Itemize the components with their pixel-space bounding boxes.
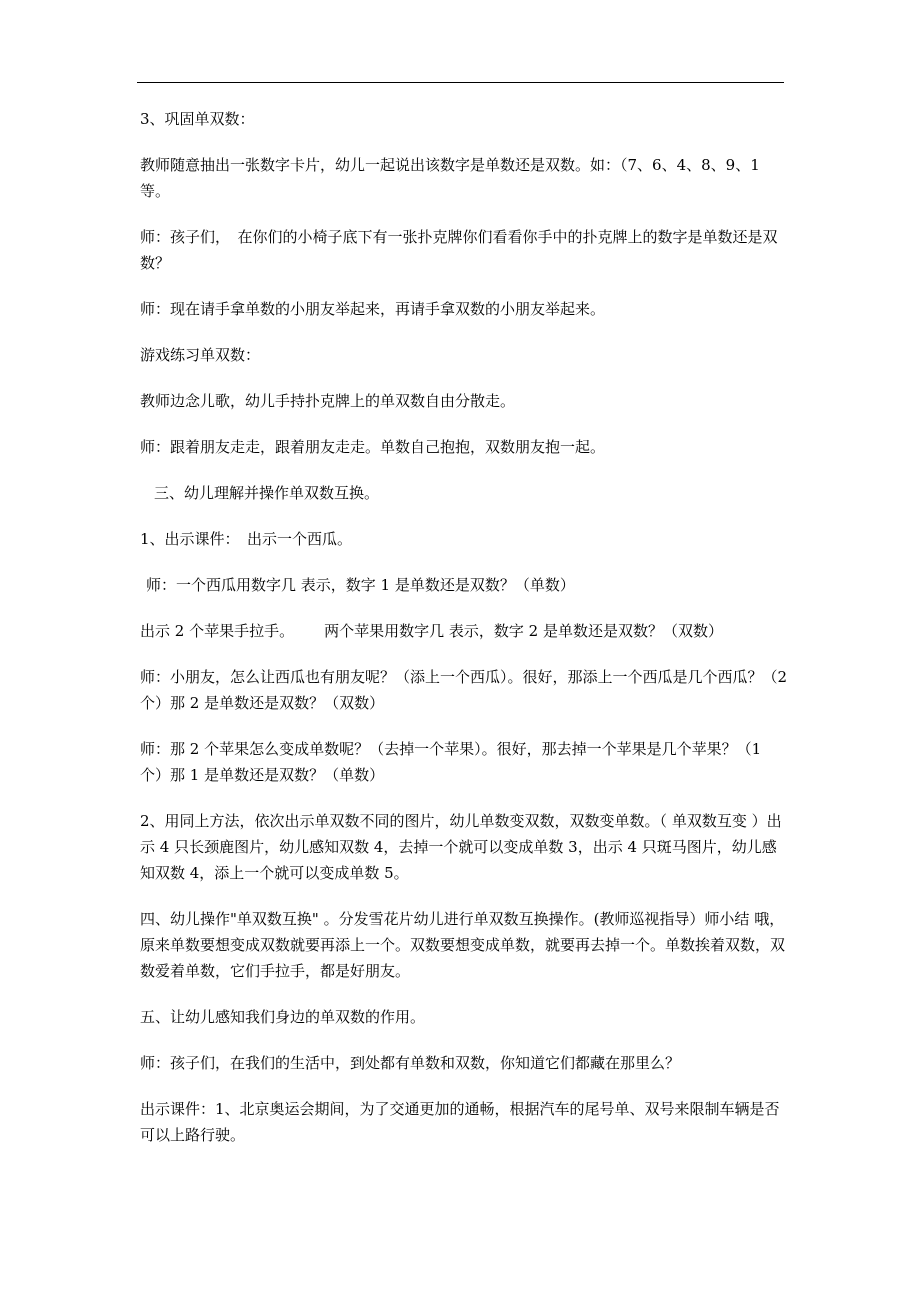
- paragraph: 教师边念儿歌，幼儿手持扑克牌上的单双数自由分散走。: [140, 392, 516, 410]
- paragraph-segment: 出示 2 个苹果手拉手。: [140, 622, 295, 640]
- section-heading: 三、幼儿理解并操作单双数互换。: [154, 484, 380, 502]
- header-rule: [137, 82, 784, 83]
- paragraph: 3、巩固单双数：: [140, 110, 255, 128]
- paragraph: 1、出示课件： 出示一个西瓜。: [140, 530, 353, 548]
- paragraph: 四、幼儿操作"单双数互换" 。分发雪花片幼儿进行单双数互换操作。(教师巡视指导）师小结 哦，原来单数要想变成双数就要再添上一个。双数要想变成单数，就要再去掉一个。单数挨着双数，双数爱着单数，它们手拉手，都是好朋友。: [140, 910, 786, 980]
- paragraph: 师：跟着朋友走走，跟着朋友走走。单数自己抱抱，双数朋友抱一起。: [140, 438, 606, 456]
- paragraph: 2、用同上方法，依次出示单双数不同的图片，幼儿单数变双数，双数变单数。（ 单双数互变 ）出示 4 只长颈鹿图片，幼儿感知双数 4，去掉一个就可以变成单数 3，出示 4 只斑马图片，幼儿感知双数 4，添上一个就可以变成单数 5。: [140, 812, 782, 882]
- paragraph: [140, 618, 788, 644]
- paragraph: 师：现在请手拿单数的小朋友举起来，再请手拿双数的小朋友举起来。: [140, 300, 606, 318]
- paragraph: 师：孩子们，在我们的生活中，到处都有单数和双数，你知道它们都藏在那里么？: [140, 1054, 681, 1072]
- document-body: [140, 106, 788, 1168]
- section-heading: 五、让幼儿感知我们身边的单双数的作用。: [140, 1008, 426, 1026]
- paragraph: 师：那 2 个苹果怎么变成单数呢？（去掉一个苹果）。很好，那去掉一个苹果是几个苹果？（1 个）那 1 是单数还是双数？（单数）: [140, 740, 762, 784]
- paragraph: 教师随意抽出一张数字卡片，幼儿一起说出该数字是单数还是双数。如：（7、6、4、8、9、1 等。: [140, 156, 760, 200]
- paragraph: 师：孩子们， 在你们的小椅子底下有一张扑克牌你们看看你手中的扑克牌上的数字是单数还是双数？: [140, 228, 778, 272]
- paragraph: 出示课件：1、北京奥运会期间，为了交通更加的通畅，根据汽车的尾号单、双号来限制车辆是否可以上路行驶。: [140, 1100, 780, 1144]
- paragraph-segment: 两个苹果用数字几 表示，数字 2 是单数还是双数？（双数）: [324, 622, 723, 640]
- paragraph: 游戏练习单双数：: [140, 346, 261, 364]
- paragraph: 师：小朋友，怎么让西瓜也有朋友呢？（添上一个西瓜）。很好，那添上一个西瓜是几个西瓜？（2 个）那 2 是单数还是双数？（双数）: [140, 668, 788, 712]
- paragraph: 师：一个西瓜用数字几 表示，数字 1 是单数还是双数？（单数）: [146, 576, 575, 594]
